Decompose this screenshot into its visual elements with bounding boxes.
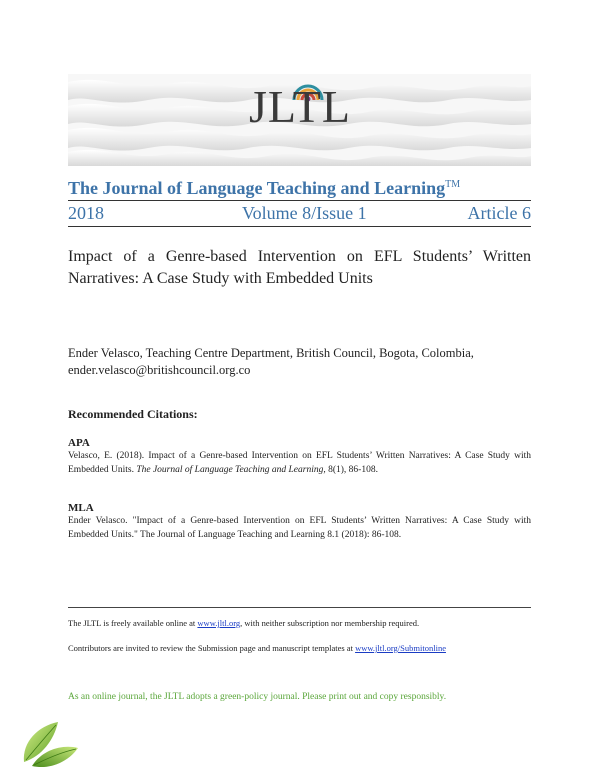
author-block [68, 345, 531, 379]
jltl-website-link[interactable]: www.jltl.org [197, 618, 241, 628]
article-title: Impact of a Genre-based Intervention on EFL Students’ Written Narratives: A Case Study with Embedded Units [68, 248, 531, 287]
issue-year: 2018 [68, 203, 104, 223]
apa-citation [68, 449, 531, 477]
article-number: Article 6 [467, 203, 531, 223]
header-rule-bottom [68, 226, 531, 227]
footer-line2-before: Contributors are invited to review the Submission page and manuscript templates at [68, 643, 356, 653]
author-email: ender.velasco@britishcouncil.org.co [68, 363, 251, 377]
footer-line1-after: , with neither subscription nor membership required. [240, 618, 420, 628]
footer-line1-before: The JLTL is freely available online at [68, 618, 198, 628]
issue-row [68, 203, 531, 225]
journal-title [68, 178, 460, 199]
submit-online-link[interactable]: www.jltl.org/Submitonline [355, 643, 446, 653]
header-rule-top [68, 200, 531, 201]
apa-text-after: 8(1), 86-108. [325, 465, 378, 475]
journal-title-text: The Journal of Language Teaching and Learning [68, 178, 446, 198]
footer-rule [68, 607, 531, 608]
green-leaves-icon [18, 712, 82, 768]
mla-citation: Ender Velasco. "Impact of a Genre-based Intervention on EFL Students’ Written Narratives: A Case Study with Embedded Units." The Journal of Language Teaching and Learning 8.1 (2018): 86-108. [68, 516, 531, 540]
issue-volume: Volume 8/Issue 1 [242, 203, 367, 223]
footer-availability [68, 618, 419, 628]
apa-label: APA [68, 437, 90, 449]
citations-heading: Recommended Citations: [68, 407, 198, 421]
mla-label: MLA [68, 502, 94, 514]
footer-submission [68, 643, 446, 653]
trademark: TM [445, 179, 461, 190]
apa-text-before: Velasco, E. (2018). Impact of a Genre-based Intervention on EFL Students’ Written Narratives: A Case Study with Embedded Units. [68, 451, 531, 475]
author-affiliation: Ender Velasco, Teaching Centre Department, British Council, Bogota, Colombia, [68, 346, 474, 360]
green-policy-note: As an online journal, the JLTL adopts a green-policy journal. Please print out and copy responsibly. [68, 692, 447, 702]
apa-journal: The Journal of Language Teaching and Learning, [136, 465, 326, 475]
logo-text: JLTL [249, 81, 351, 132]
